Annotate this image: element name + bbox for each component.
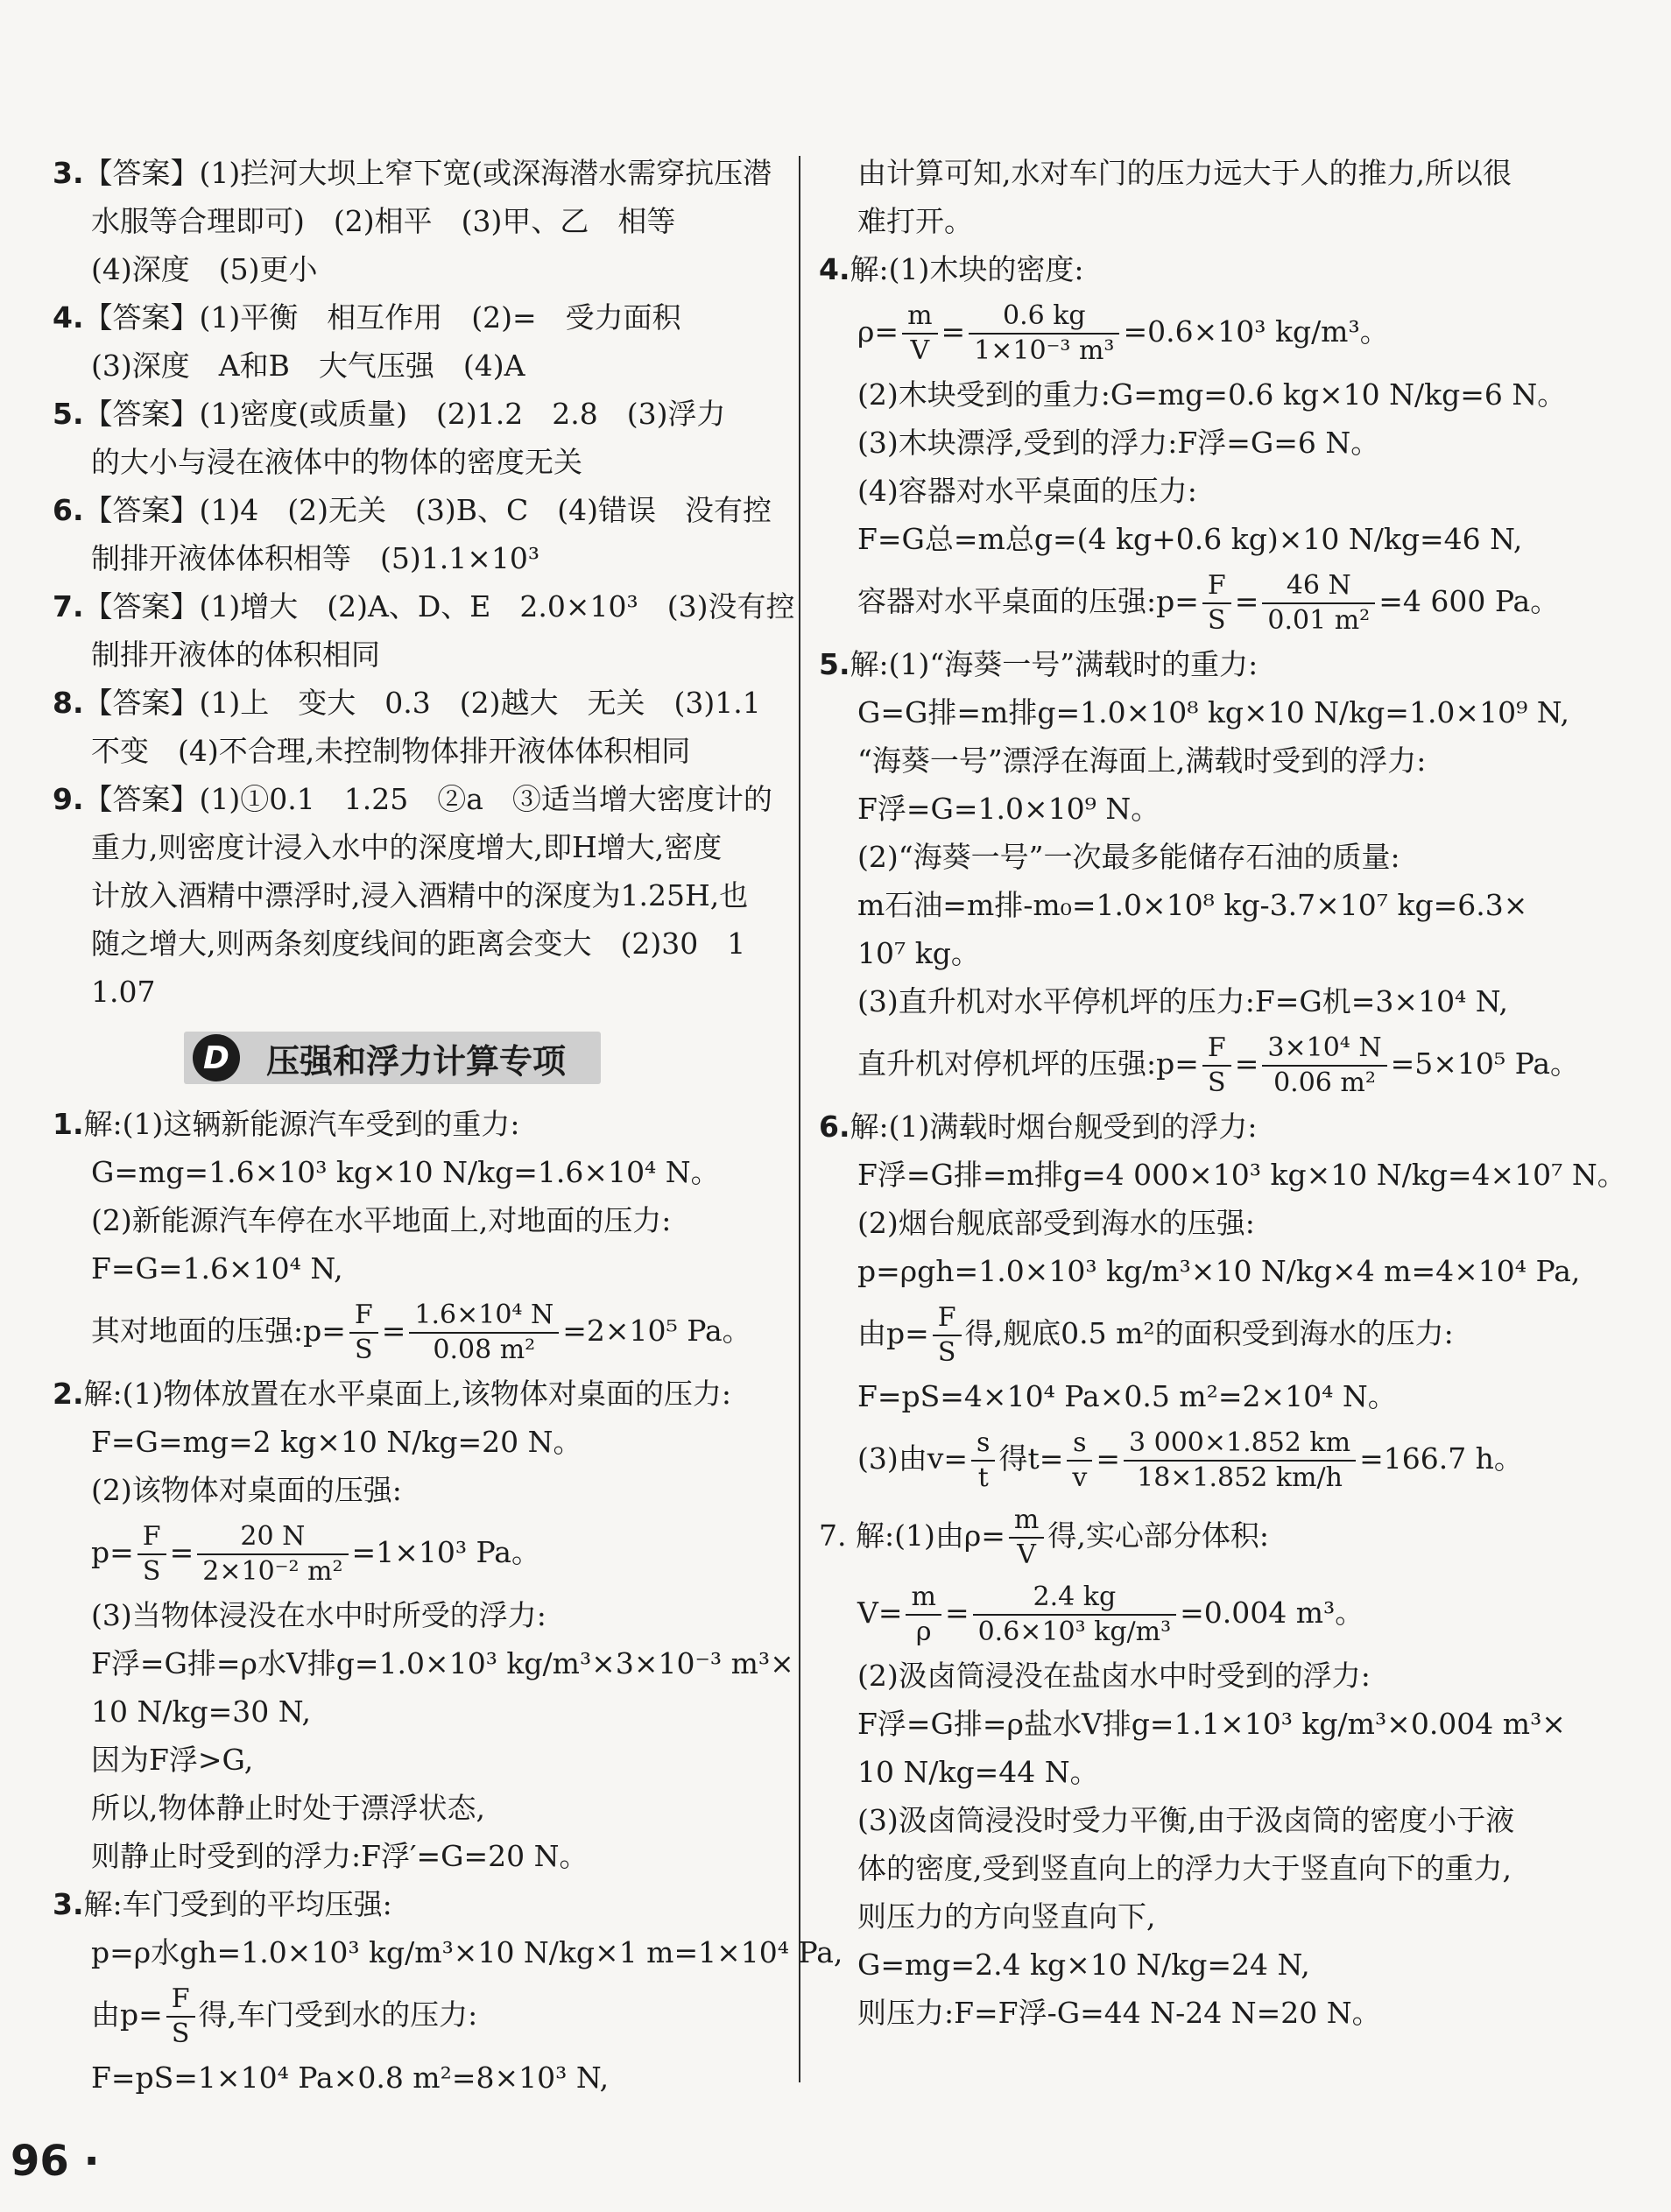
fraction: $\frac{\text{1.6×10⁴ N}}{\text{0.08 m²}}$: [409, 1299, 559, 1367]
fraction: $\frac{F}{S}$: [1202, 1032, 1231, 1100]
text-line: 不变 (4)不合理,未控制物体排开液体体积相同: [91, 734, 691, 768]
text-line: 制排开液体的体积相同: [91, 638, 380, 672]
fraction: $\frac{0.6 kg}{\text{1×10⁻³ m³}}$: [969, 299, 1119, 368]
fraction: $\frac{s}{t}$: [971, 1427, 995, 1495]
fraction: $\frac{m}{\rho}$: [906, 1581, 941, 1649]
right-column: [819, 149, 1626, 2037]
text-line: 6.【答案】(1)4 (2)无关 (3)B、C (4)错误 没有控: [53, 493, 772, 527]
text-line: 则压力的方向竖直向下,: [857, 1899, 1156, 1934]
question-number: 3.: [53, 1887, 84, 1921]
text-line: (2)烟台舰底部受到海水的压强:: [857, 1206, 1255, 1240]
text-line: (4)容器对水平桌面的压力:: [857, 474, 1197, 508]
question-number: 6.: [53, 493, 84, 527]
text-line: (2)汲卤筒浸没在盐卤水中时受到的浮力:: [857, 1659, 1371, 1693]
text-line: 2.解:(1)物体放置在水平桌面上,该物体对桌面的压力:: [53, 1377, 731, 1411]
question-number: 5.: [819, 647, 850, 681]
fraction: $\frac{2.4 kg}{\text{0.6×10³ kg/m³}}$: [973, 1581, 1177, 1649]
text-line: 8.【答案】(1)上 变大 0.3 (2)越大 无关 (3)1.1: [53, 686, 761, 720]
left-column: [53, 149, 843, 2102]
question-number: 4.: [819, 252, 850, 286]
text-line: 7.【答案】(1)增大 (2)A、D、E 2.0×10³ (3)没有控: [53, 589, 795, 623]
text-line: (3)汲卤筒浸没时受力平衡,由于汲卤筒的密度小于液: [857, 1803, 1515, 1837]
fraction: $\frac{\text{3×10⁴ N}}{\text{0.06 m²}}$: [1262, 1032, 1386, 1100]
text-line: 的大小与浸在液体中的物体的密度无关: [91, 445, 582, 479]
text-line: 3.【答案】(1)拦河大坝上窄下宽(或深海潜水需穿抗压潜: [53, 156, 772, 190]
text-line: p=ρ水gh=1.0×10³ kg/m³×10 N/kg×1 m=1×10⁴ Pa,: [91, 1935, 843, 1969]
question-number: 8.: [53, 686, 84, 720]
text-line: (3)当物体浸没在水中时所受的浮力:: [91, 1598, 546, 1632]
formula-line: 容器对水平桌面的压强:p= $\frac{F}{S}$ = $\frac{46 N}{\text{0.01 m²}}$ =4 600 Pa。: [857, 570, 1560, 636]
text-line: 则静止时受到的浮力:F浮′=G=20 N。: [91, 1839, 589, 1873]
text-line: F=pS=4×10⁴ Pa×0.5 m²=2×10⁴ N。: [857, 1379, 1397, 1413]
text-line: (3)木块漂浮,受到的浮力:F浮=G=6 N。: [857, 426, 1380, 460]
formula-line: 由p= $\frac{F}{S}$ 得,舰底0.5 m²的面积受到海水的压力:: [857, 1302, 1454, 1368]
formula-line: p= $\frac{F}{S}$ = $\frac{20 N}{\text{2×10⁻² m²}}$ =1×10³ Pa。: [91, 1521, 540, 1587]
formula-line: 直升机对停机坪的压强:p= $\frac{F}{S}$ = $\frac{\text{3×10⁴ N}}{\text{0.06 m²}}$ =5×10⁵ Pa。: [857, 1032, 1580, 1098]
text-line: 1.解:(1)这辆新能源汽车受到的重力:: [53, 1107, 520, 1141]
text-line: (2)该物体对桌面的压强:: [91, 1473, 402, 1507]
text-line: G=mg=2.4 kg×10 N/kg=24 N,: [857, 1948, 1310, 1982]
formula-line: ρ= $\frac{m}{V}$ = $\frac{0.6 kg}{\text{1×10⁻³ m³}}$ =0.6×10³ kg/m³。: [857, 300, 1389, 366]
text-line: G=mg=1.6×10³ kg×10 N/kg=1.6×10⁴ N。: [91, 1155, 720, 1189]
question-number: 5.: [53, 397, 84, 431]
formula-line: 由p= $\frac{F}{S}$ 得,车门受到水的压力:: [91, 1983, 478, 2049]
text-line: 9.【答案】(1)①0.1 1.25 ②a ③适当增大密度计的: [53, 782, 772, 816]
text-line: 水服等合理即可) (2)相平 (3)甲、乙 相等: [91, 204, 676, 238]
text-line: 难打开。: [857, 204, 973, 238]
question-number: 6.: [819, 1110, 850, 1144]
fraction: $\frac{s}{v}$: [1067, 1427, 1092, 1495]
fraction: $\frac{F}{S}$: [166, 1983, 195, 2051]
text-line: 3.解:车门受到的平均压强:: [53, 1887, 392, 1921]
text-line: 因为F浮>G,: [91, 1743, 254, 1777]
text-line: 则压力:F=F浮-G=44 N-24 N=20 N。: [857, 1996, 1381, 2030]
fraction: $\frac{F}{S}$: [1202, 569, 1231, 638]
question-number: 2.: [53, 1377, 84, 1411]
text-line: 10 N/kg=30 N,: [91, 1694, 311, 1729]
page-number: 96 ·: [11, 2137, 100, 2186]
text-line: F浮=G排=m排g=4 000×10³ kg×10 N/kg=4×10⁷ N。: [857, 1158, 1626, 1192]
fraction: $\frac{F}{S}$: [933, 1301, 962, 1370]
text-line: 4.【答案】(1)平衡 相互作用 (2)= 受力面积: [53, 300, 681, 335]
text-line: 制排开液体体积相等 (5)1.1×10³: [91, 541, 540, 575]
text-line: m石油=m排-m₀=1.0×10⁸ kg-3.7×10⁷ kg=6.3×: [857, 888, 1528, 922]
formula-line: 其对地面的压强:p= $\frac{F}{S}$ = $\frac{\text{1.6×10⁴ N}}{\text{0.08 m²}}$ =2×10⁵ Pa。: [91, 1300, 751, 1365]
text-line: 6.解:(1)满载时烟台舰受到的浮力:: [819, 1110, 1258, 1144]
text-line: p=ρgh=1.0×10³ kg/m³×10 N/kg×4 m=4×10⁴ Pa,: [857, 1254, 1581, 1288]
question-number: 4.: [53, 300, 84, 335]
text-line: 由计算可知,水对车门的压力远大于人的推力,所以很: [857, 156, 1512, 190]
text-line: (3)直升机对水平停机坪的压力:F=G机=3×10⁴ N,: [857, 984, 1509, 1018]
text-line: 所以,物体静止时处于漂浮状态,: [91, 1791, 485, 1825]
text-line: (2)“海葵一号”一次最多能储存石油的质量:: [857, 840, 1400, 874]
text-line: F=G=1.6×10⁴ N,: [91, 1251, 343, 1286]
fraction: $\frac{m}{V}$: [902, 299, 937, 368]
text-line: F=G=mg=2 kg×10 N/kg=20 N。: [91, 1425, 582, 1459]
fraction: $\frac{3 000\times 1.852 km}{18\times 1.852 km/h}$: [1124, 1427, 1356, 1495]
fraction: $\frac{46 N}{\text{0.01 m²}}$: [1262, 569, 1375, 638]
fraction: $\frac{F}{S}$: [137, 1520, 166, 1589]
text-line: (3)深度 A和B 大气压强 (4)A: [91, 349, 525, 383]
text-line: (2)新能源汽车停在水平地面上,对地面的压力:: [91, 1203, 672, 1237]
text-line: (2)木块受到的重力:G=mg=0.6 kg×10 N/kg=6 N。: [857, 377, 1567, 412]
section-title: 压强和浮力计算专项: [266, 1041, 567, 1081]
section-badge-icon: D: [193, 1034, 240, 1081]
text-line: (4)深度 (5)更小: [91, 252, 318, 286]
question-number: 3.: [53, 156, 84, 190]
formula-line: 7. 解:(1)由ρ= $\frac{m}{V}$ 得,实心部分体积:: [819, 1504, 1269, 1570]
text-line: 1.07: [91, 975, 156, 1009]
fraction: $\frac{m}{V}$: [1009, 1504, 1044, 1572]
question-number: 1.: [53, 1107, 84, 1141]
text-line: G=G排=m排g=1.0×10⁸ kg×10 N/kg=1.0×10⁹ N,: [857, 695, 1570, 729]
text-line: F浮=G排=ρ水V排g=1.0×10³ kg/m³×3×10⁻³ m³×: [91, 1646, 794, 1680]
question-number: 9.: [53, 782, 84, 816]
text-line: F=pS=1×10⁴ Pa×0.8 m²=8×10³ N,: [91, 2061, 610, 2095]
text-line: 4.解:(1)木块的密度:: [819, 252, 1084, 286]
text-line: F=G总=m总g=(4 kg+0.6 kg)×10 N/kg=46 N,: [857, 522, 1523, 556]
text-line: 5.【答案】(1)密度(或质量) (2)1.2 2.8 (3)浮力: [53, 397, 726, 431]
question-number: 7.: [53, 589, 84, 623]
text-line: 5.解:(1)“海葵一号”满载时的重力:: [819, 647, 1259, 681]
text-line: 10 N/kg=44 N。: [857, 1755, 1099, 1789]
text-line: “海葵一号”漂浮在海面上,满载时受到的浮力:: [857, 743, 1427, 778]
fraction: $\frac{20 N}{\text{2×10⁻² m²}}$: [197, 1520, 348, 1589]
text-line: F浮=G=1.0×10⁹ N。: [857, 792, 1160, 826]
section-heading: [53, 1016, 779, 1100]
text-line: 重力,则密度计浸入水中的深度增大,即H增大,密度: [91, 830, 723, 864]
text-line: 随之增大,则两条刻度线间的距离会变大 (2)30 1: [91, 926, 746, 961]
text-line: 计放入酒精中漂浮时,浸入酒精中的深度为1.25H,也: [91, 878, 749, 912]
text-line: 10⁷ kg。: [857, 936, 980, 970]
column-divider: [799, 156, 800, 2082]
formula-line: (3)由v= $\frac{s}{t}$ 得t= $\frac{s}{v}$ = $\frac{3 000\times 1.852 km}{18\times 1.852 km/h}$ =166.7 h。: [857, 1427, 1523, 1493]
text-line: 体的密度,受到竖直向上的浮力大于竖直向下的重力,: [857, 1851, 1512, 1885]
text-line: F浮=G排=ρ盐水V排g=1.1×10³ kg/m³×0.004 m³×: [857, 1707, 1566, 1741]
fraction: $\frac{F}{S}$: [349, 1299, 378, 1367]
formula-line: V= $\frac{m}{\rho}$ = $\frac{2.4 kg}{\text{0.6×10³ kg/m³}}$ =0.004 m³。: [857, 1582, 1364, 1647]
